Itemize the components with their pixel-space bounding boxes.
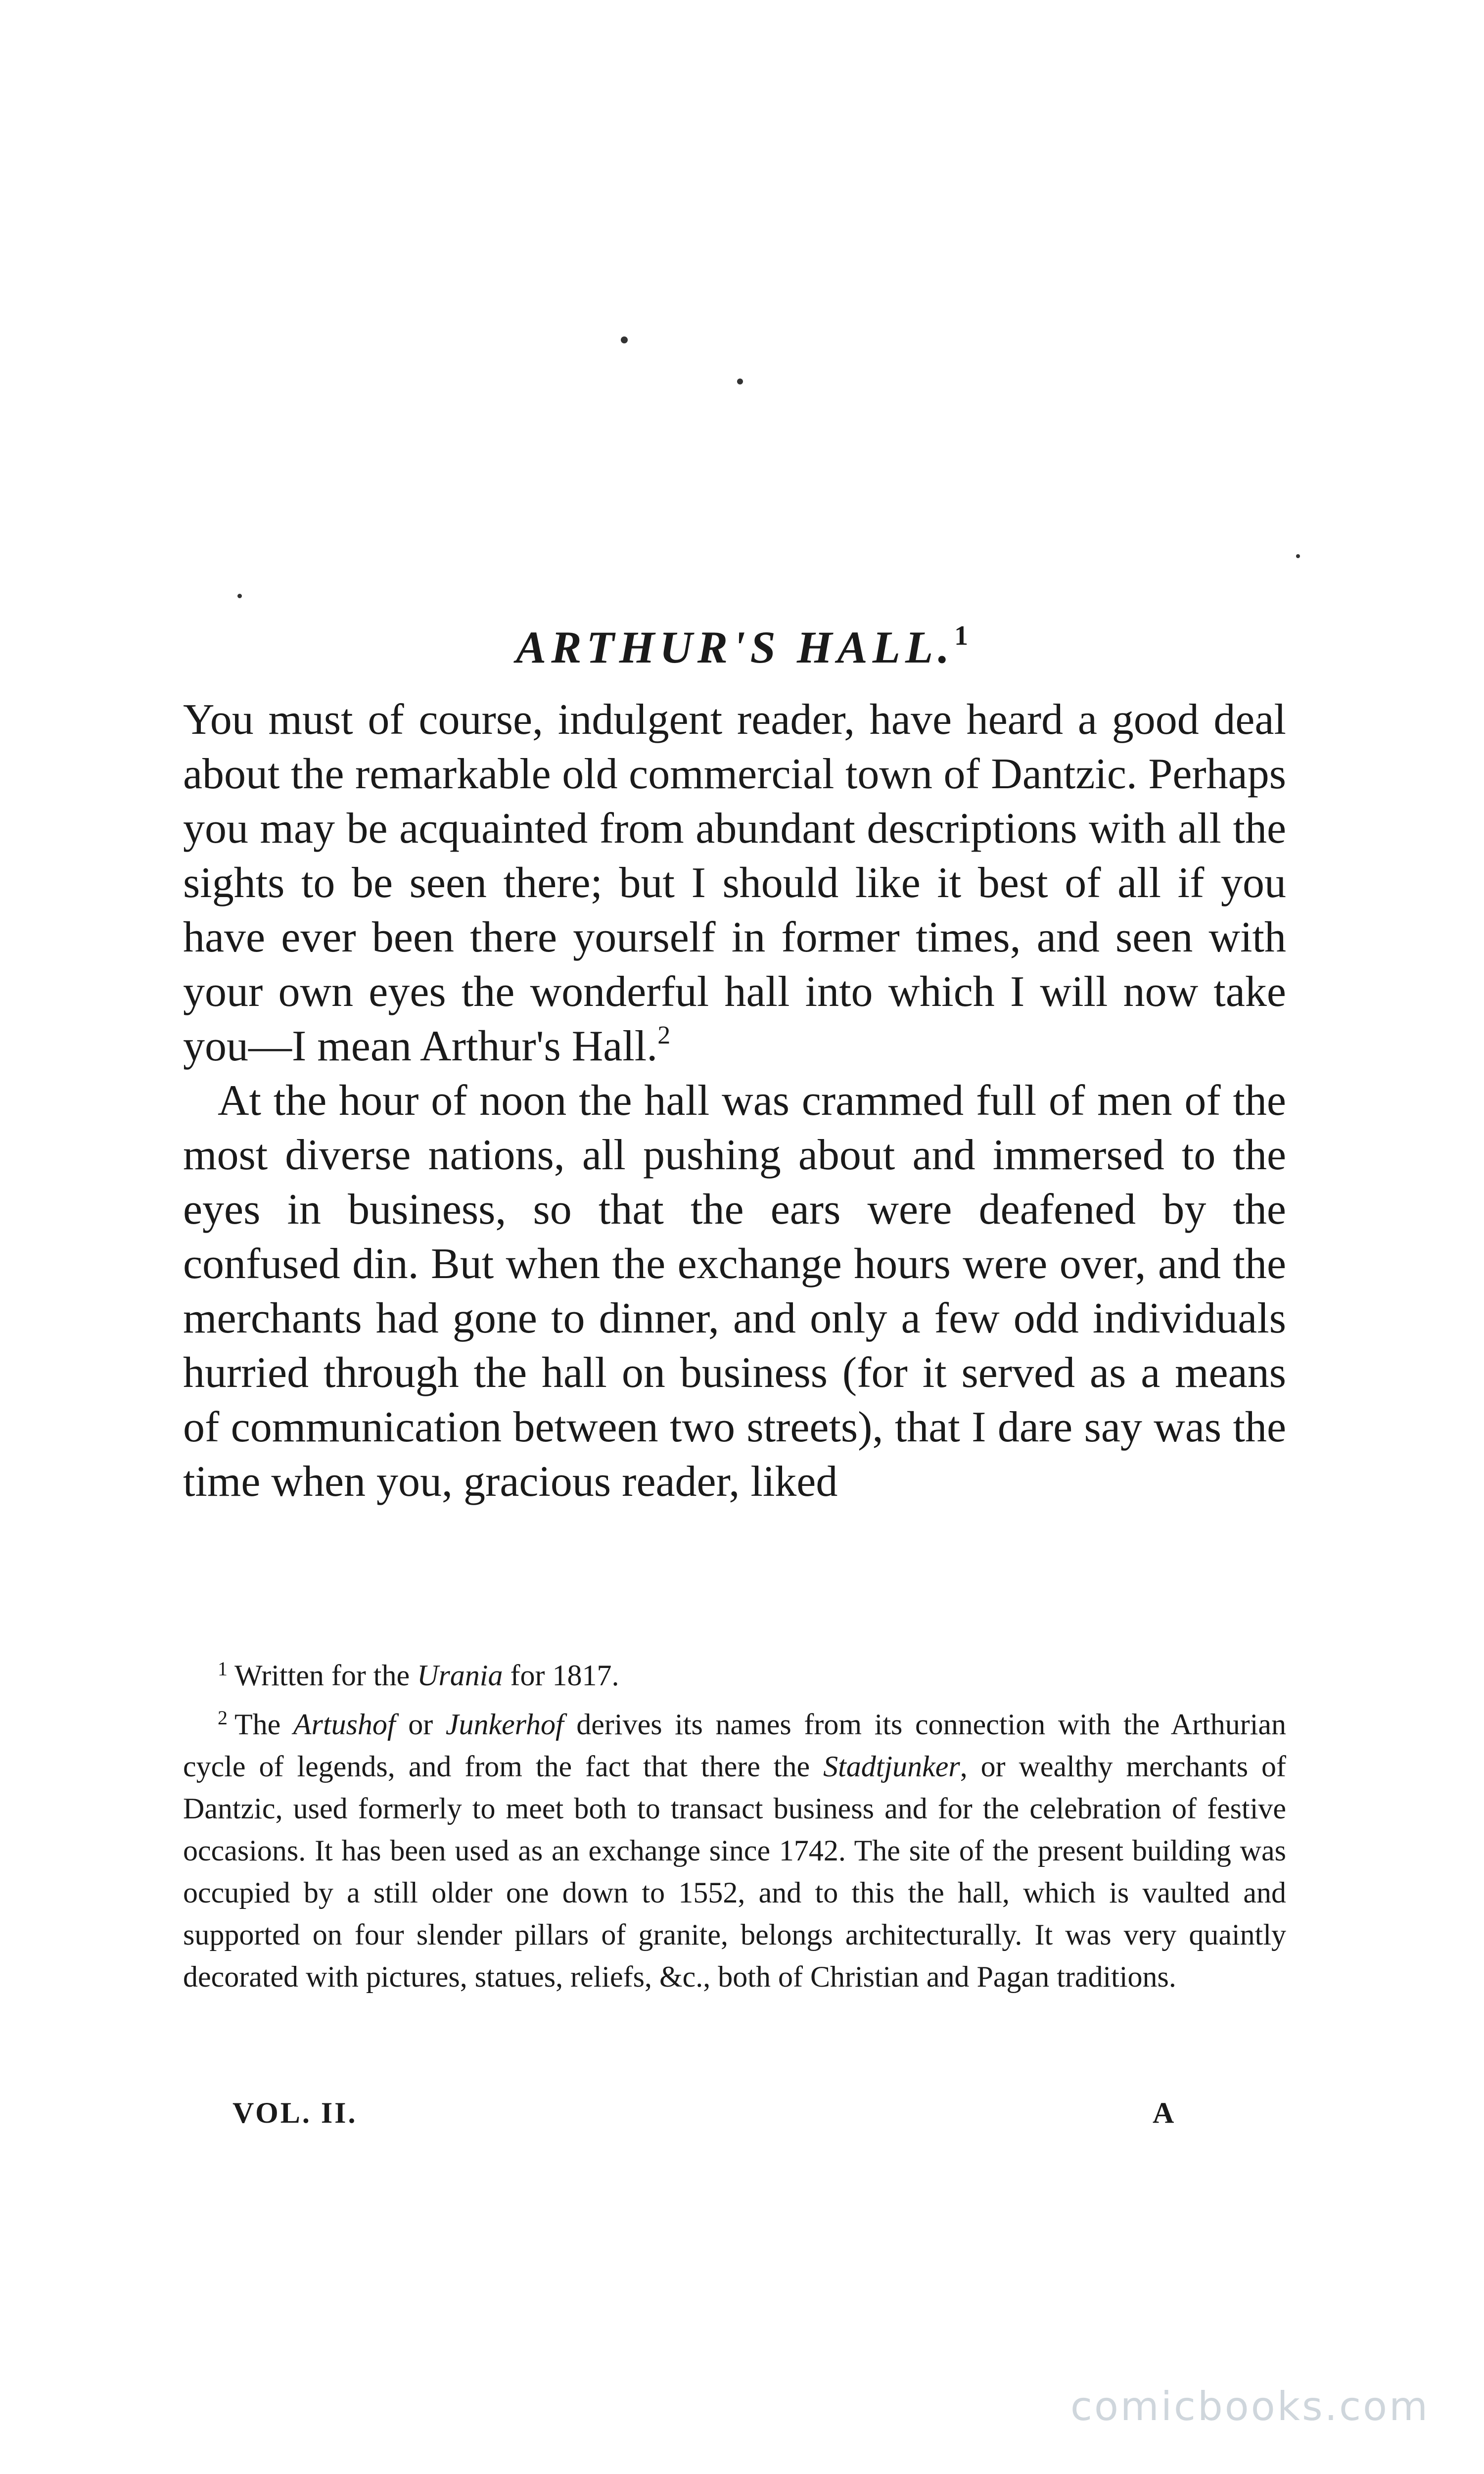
footnote-2-pre: The xyxy=(234,1708,293,1741)
footnote-2-mark: 2 xyxy=(218,1707,228,1729)
footnote-1 xyxy=(183,1648,1286,1697)
scan-speck xyxy=(237,594,242,598)
watermark: comicbooks.com xyxy=(1070,2383,1430,2429)
footnotes xyxy=(183,1648,1286,1998)
paragraph-1-footnote-mark: 2 xyxy=(657,1021,671,1049)
paragraph-2-text: At the hour of noon the hall was crammed full of men of the most diverse nations, all pushing about and immersed to the eyes in business, so that the ears were deafened by the confused din. But when the exchange hours were over, and the merchants had gone to dinner, and only a few odd individuals hurried through the hall on business (for it served as a means of communication between two streets), that I dare say was the time when you, gracious reader, liked xyxy=(183,1077,1286,1506)
footnote-2-mid2: derives its names from its connection with the Arthurian cycle of legends, and from the fact that there the xyxy=(183,1708,1286,1783)
scan-speck xyxy=(1296,554,1300,558)
paragraph-1-text: You must of course, indulgent reader, have heard a good deal about the remarkable old commercial town of Dantzic. Perhaps you may be acquainted from abundant descriptions with all the sights to be seen there; but I should like it best of all if you have ever been there yourself in former times, and seen with your own eyes the wonderful hall into which I will now take you—I mean Arthur's Hall. xyxy=(183,696,1286,1070)
footnote-2-post: , or wealthy merchants of Dantzic, used formerly to meet both to transact business and for the celebration of festive occasions. It has been used as an exchange since 1742. The site of the present building was occupied by a still older one down to 1552, and to this the hall, which is vaulted and supported on four slender pillars of granite, belongs architecturally. It was very quaintly decorated with pictures, statues, reliefs, &c., both of Christian and Pagan traditions. xyxy=(183,1750,1286,1993)
footnote-1-italic: Urania xyxy=(417,1659,503,1692)
footnote-2 xyxy=(183,1697,1286,1998)
title-footnote-mark: 1 xyxy=(954,620,969,651)
chapter-title xyxy=(0,622,1484,670)
footnote-2-italic-artushof: Artushof xyxy=(293,1708,396,1741)
scan-speck xyxy=(621,336,628,343)
footnote-1-post: for 1817. xyxy=(503,1659,619,1692)
paragraph-1 xyxy=(183,693,1286,1074)
footnote-2-mid1: or xyxy=(395,1708,446,1741)
footnote-1-mark: 1 xyxy=(218,1658,228,1680)
footnote-1-pre: Written for the xyxy=(234,1659,417,1692)
chapter-title-text: ARTHUR'S HALL. xyxy=(515,621,955,672)
scan-speck xyxy=(737,379,743,384)
body-text xyxy=(183,693,1286,1509)
volume-label: VOL. II. xyxy=(232,2096,358,2129)
sheet-signature: A xyxy=(1153,2096,1174,2129)
footnote-2-italic-junkerhof: Junkerhof xyxy=(445,1708,564,1741)
footnote-2-italic-stadtjunker: Stadtjunker xyxy=(823,1750,960,1783)
paragraph-2 xyxy=(183,1074,1286,1509)
